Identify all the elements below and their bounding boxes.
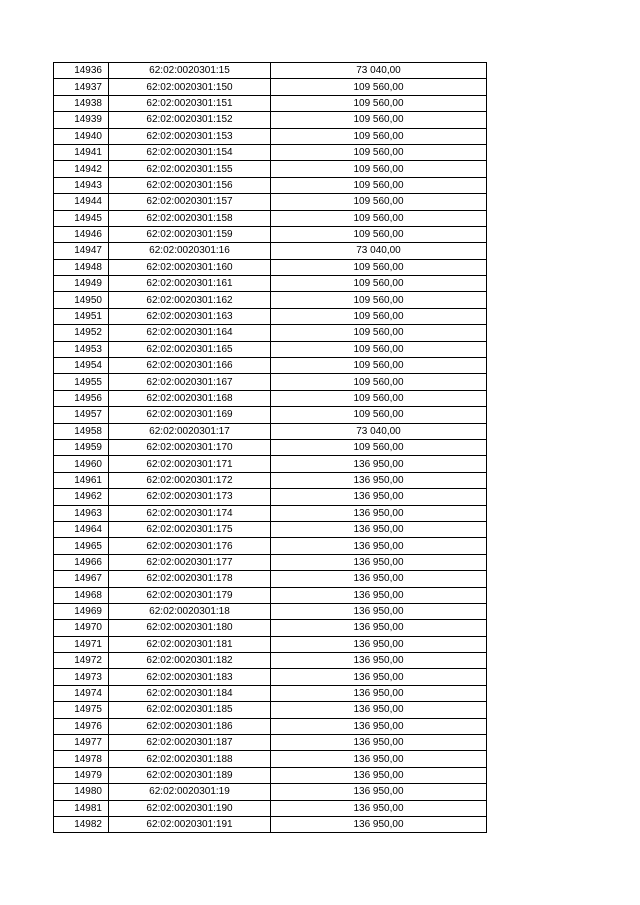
- value-cell: 136 950,00: [271, 685, 487, 701]
- value-cell: 136 950,00: [271, 767, 487, 783]
- row-number-cell: 14955: [54, 374, 109, 390]
- cadastral-number-cell: 62:02:0020301:177: [109, 554, 271, 570]
- row-number-cell: 14964: [54, 521, 109, 537]
- cadastral-number-cell: 62:02:0020301:161: [109, 276, 271, 292]
- cadastral-number-cell: 62:02:0020301:158: [109, 210, 271, 226]
- value-cell: 136 950,00: [271, 800, 487, 816]
- table-row: [54, 374, 487, 390]
- value-cell: 136 950,00: [271, 587, 487, 603]
- table-row: [54, 63, 487, 79]
- table-row: [54, 735, 487, 751]
- row-number-cell: 14942: [54, 161, 109, 177]
- row-number-cell: 14975: [54, 702, 109, 718]
- cadastral-number-cell: 62:02:0020301:169: [109, 407, 271, 423]
- value-cell: 109 560,00: [271, 128, 487, 144]
- table-row: [54, 292, 487, 308]
- table-row: [54, 341, 487, 357]
- table-row: [54, 439, 487, 455]
- table-row: [54, 800, 487, 816]
- cadastral-number-cell: 62:02:0020301:188: [109, 751, 271, 767]
- row-number-cell: 14944: [54, 194, 109, 210]
- value-cell: 109 560,00: [271, 276, 487, 292]
- value-cell: 109 560,00: [271, 358, 487, 374]
- table-row: [54, 554, 487, 570]
- table-row: [54, 636, 487, 652]
- value-cell: 109 560,00: [271, 341, 487, 357]
- table-row: [54, 423, 487, 439]
- row-number-cell: 14939: [54, 112, 109, 128]
- table-row: [54, 620, 487, 636]
- cadastral-number-cell: 62:02:0020301:165: [109, 341, 271, 357]
- table-row: [54, 685, 487, 701]
- value-cell: 136 950,00: [271, 816, 487, 832]
- cadastral-number-cell: 62:02:0020301:175: [109, 521, 271, 537]
- value-cell: 109 560,00: [271, 177, 487, 193]
- row-number-cell: 14956: [54, 390, 109, 406]
- table-row: [54, 521, 487, 537]
- value-cell: 136 950,00: [271, 571, 487, 587]
- table-row: [54, 144, 487, 160]
- value-cell: 109 560,00: [271, 407, 487, 423]
- table-row: [54, 456, 487, 472]
- value-cell: 109 560,00: [271, 194, 487, 210]
- cadastral-number-cell: 62:02:0020301:178: [109, 571, 271, 587]
- value-cell: 109 560,00: [271, 325, 487, 341]
- table-row: [54, 767, 487, 783]
- value-cell: 109 560,00: [271, 112, 487, 128]
- table-row: [54, 784, 487, 800]
- cadastral-number-cell: 62:02:0020301:181: [109, 636, 271, 652]
- value-cell: 136 950,00: [271, 472, 487, 488]
- row-number-cell: 14948: [54, 259, 109, 275]
- value-cell: 136 950,00: [271, 554, 487, 570]
- table-row: [54, 308, 487, 324]
- value-cell: 109 560,00: [271, 439, 487, 455]
- cadastral-number-cell: 62:02:0020301:15: [109, 63, 271, 79]
- table-row: [54, 669, 487, 685]
- value-cell: 73 040,00: [271, 423, 487, 439]
- cadastral-number-cell: 62:02:0020301:162: [109, 292, 271, 308]
- value-cell: 109 560,00: [271, 308, 487, 324]
- value-cell: 109 560,00: [271, 161, 487, 177]
- table-row: [54, 587, 487, 603]
- table-row: [54, 276, 487, 292]
- table-row: [54, 571, 487, 587]
- cadastral-number-cell: 62:02:0020301:152: [109, 112, 271, 128]
- row-number-cell: 14968: [54, 587, 109, 603]
- table-row: [54, 407, 487, 423]
- row-number-cell: 14976: [54, 718, 109, 734]
- value-cell: 136 950,00: [271, 735, 487, 751]
- table-row: [54, 390, 487, 406]
- table-row: [54, 538, 487, 554]
- row-number-cell: 14981: [54, 800, 109, 816]
- cadastral-number-cell: 62:02:0020301:16: [109, 243, 271, 259]
- table-row: [54, 161, 487, 177]
- cadastral-number-cell: 62:02:0020301:191: [109, 816, 271, 832]
- table-row: [54, 489, 487, 505]
- row-number-cell: 14959: [54, 439, 109, 455]
- table-row: [54, 226, 487, 242]
- value-cell: 136 950,00: [271, 538, 487, 554]
- cadastral-number-cell: 62:02:0020301:159: [109, 226, 271, 242]
- cadastral-number-cell: 62:02:0020301:154: [109, 144, 271, 160]
- value-cell: 136 950,00: [271, 751, 487, 767]
- cadastral-number-cell: 62:02:0020301:183: [109, 669, 271, 685]
- cadastral-number-cell: 62:02:0020301:153: [109, 128, 271, 144]
- table-row: [54, 751, 487, 767]
- cadastral-number-cell: 62:02:0020301:186: [109, 718, 271, 734]
- row-number-cell: 14949: [54, 276, 109, 292]
- value-cell: 136 950,00: [271, 636, 487, 652]
- row-number-cell: 14952: [54, 325, 109, 341]
- row-number-cell: 14945: [54, 210, 109, 226]
- cadastral-number-cell: 62:02:0020301:187: [109, 735, 271, 751]
- value-cell: 136 950,00: [271, 653, 487, 669]
- cadastral-number-cell: 62:02:0020301:185: [109, 702, 271, 718]
- row-number-cell: 14962: [54, 489, 109, 505]
- row-number-cell: 14979: [54, 767, 109, 783]
- row-number-cell: 14970: [54, 620, 109, 636]
- row-number-cell: 14936: [54, 63, 109, 79]
- row-number-cell: 14947: [54, 243, 109, 259]
- row-number-cell: 14951: [54, 308, 109, 324]
- table-row: [54, 358, 487, 374]
- row-number-cell: 14938: [54, 95, 109, 111]
- value-cell: 109 560,00: [271, 95, 487, 111]
- table-row: [54, 243, 487, 259]
- table-row: [54, 79, 487, 95]
- cadastral-number-cell: 62:02:0020301:163: [109, 308, 271, 324]
- cadastral-number-cell: 62:02:0020301:166: [109, 358, 271, 374]
- cadastral-number-cell: 62:02:0020301:157: [109, 194, 271, 210]
- row-number-cell: 14950: [54, 292, 109, 308]
- value-cell: 136 950,00: [271, 718, 487, 734]
- row-number-cell: 14978: [54, 751, 109, 767]
- row-number-cell: 14943: [54, 177, 109, 193]
- cadastral-number-cell: 62:02:0020301:184: [109, 685, 271, 701]
- table-row: [54, 95, 487, 111]
- cadastral-number-cell: 62:02:0020301:190: [109, 800, 271, 816]
- value-cell: 109 560,00: [271, 390, 487, 406]
- row-number-cell: 14953: [54, 341, 109, 357]
- row-number-cell: 14960: [54, 456, 109, 472]
- cadastral-number-cell: 62:02:0020301:172: [109, 472, 271, 488]
- cadastral-number-cell: 62:02:0020301:19: [109, 784, 271, 800]
- row-number-cell: 14958: [54, 423, 109, 439]
- value-cell: 136 950,00: [271, 702, 487, 718]
- table-row: [54, 505, 487, 521]
- row-number-cell: 14969: [54, 603, 109, 619]
- cadastral-value-table: [53, 62, 487, 833]
- data-table-container: [53, 62, 487, 833]
- cadastral-number-cell: 62:02:0020301:18: [109, 603, 271, 619]
- row-number-cell: 14966: [54, 554, 109, 570]
- table-row: [54, 718, 487, 734]
- table-row: [54, 816, 487, 832]
- row-number-cell: 14973: [54, 669, 109, 685]
- value-cell: 136 950,00: [271, 620, 487, 636]
- cadastral-number-cell: 62:02:0020301:160: [109, 259, 271, 275]
- row-number-cell: 14967: [54, 571, 109, 587]
- cadastral-number-cell: 62:02:0020301:189: [109, 767, 271, 783]
- cadastral-number-cell: 62:02:0020301:179: [109, 587, 271, 603]
- table-row: [54, 472, 487, 488]
- table-row: [54, 603, 487, 619]
- row-number-cell: 14980: [54, 784, 109, 800]
- row-number-cell: 14974: [54, 685, 109, 701]
- value-cell: 73 040,00: [271, 63, 487, 79]
- cadastral-number-cell: 62:02:0020301:17: [109, 423, 271, 439]
- cadastral-number-cell: 62:02:0020301:182: [109, 653, 271, 669]
- row-number-cell: 14941: [54, 144, 109, 160]
- row-number-cell: 14957: [54, 407, 109, 423]
- value-cell: 136 950,00: [271, 505, 487, 521]
- cadastral-number-cell: 62:02:0020301:156: [109, 177, 271, 193]
- value-cell: 136 950,00: [271, 521, 487, 537]
- cadastral-number-cell: 62:02:0020301:155: [109, 161, 271, 177]
- cadastral-number-cell: 62:02:0020301:167: [109, 374, 271, 390]
- row-number-cell: 14954: [54, 358, 109, 374]
- cadastral-number-cell: 62:02:0020301:164: [109, 325, 271, 341]
- cadastral-number-cell: 62:02:0020301:150: [109, 79, 271, 95]
- value-cell: 109 560,00: [271, 144, 487, 160]
- table-row: [54, 177, 487, 193]
- table-row: [54, 128, 487, 144]
- row-number-cell: 14946: [54, 226, 109, 242]
- value-cell: 136 950,00: [271, 603, 487, 619]
- value-cell: 109 560,00: [271, 226, 487, 242]
- cadastral-number-cell: 62:02:0020301:176: [109, 538, 271, 554]
- table-row: [54, 194, 487, 210]
- value-cell: 109 560,00: [271, 79, 487, 95]
- cadastral-number-cell: 62:02:0020301:168: [109, 390, 271, 406]
- table-body: [54, 63, 487, 833]
- value-cell: 73 040,00: [271, 243, 487, 259]
- value-cell: 136 950,00: [271, 489, 487, 505]
- table-row: [54, 702, 487, 718]
- row-number-cell: 14982: [54, 816, 109, 832]
- row-number-cell: 14965: [54, 538, 109, 554]
- value-cell: 109 560,00: [271, 259, 487, 275]
- value-cell: 109 560,00: [271, 374, 487, 390]
- cadastral-number-cell: 62:02:0020301:180: [109, 620, 271, 636]
- cadastral-number-cell: 62:02:0020301:151: [109, 95, 271, 111]
- row-number-cell: 14972: [54, 653, 109, 669]
- row-number-cell: 14963: [54, 505, 109, 521]
- table-row: [54, 112, 487, 128]
- row-number-cell: 14961: [54, 472, 109, 488]
- value-cell: 136 950,00: [271, 669, 487, 685]
- row-number-cell: 14977: [54, 735, 109, 751]
- cadastral-number-cell: 62:02:0020301:173: [109, 489, 271, 505]
- row-number-cell: 14940: [54, 128, 109, 144]
- cadastral-number-cell: 62:02:0020301:170: [109, 439, 271, 455]
- table-row: [54, 259, 487, 275]
- cadastral-number-cell: 62:02:0020301:174: [109, 505, 271, 521]
- row-number-cell: 14971: [54, 636, 109, 652]
- value-cell: 136 950,00: [271, 784, 487, 800]
- row-number-cell: 14937: [54, 79, 109, 95]
- value-cell: 109 560,00: [271, 292, 487, 308]
- value-cell: 109 560,00: [271, 210, 487, 226]
- cadastral-number-cell: 62:02:0020301:171: [109, 456, 271, 472]
- value-cell: 136 950,00: [271, 456, 487, 472]
- table-row: [54, 653, 487, 669]
- table-row: [54, 210, 487, 226]
- table-row: [54, 325, 487, 341]
